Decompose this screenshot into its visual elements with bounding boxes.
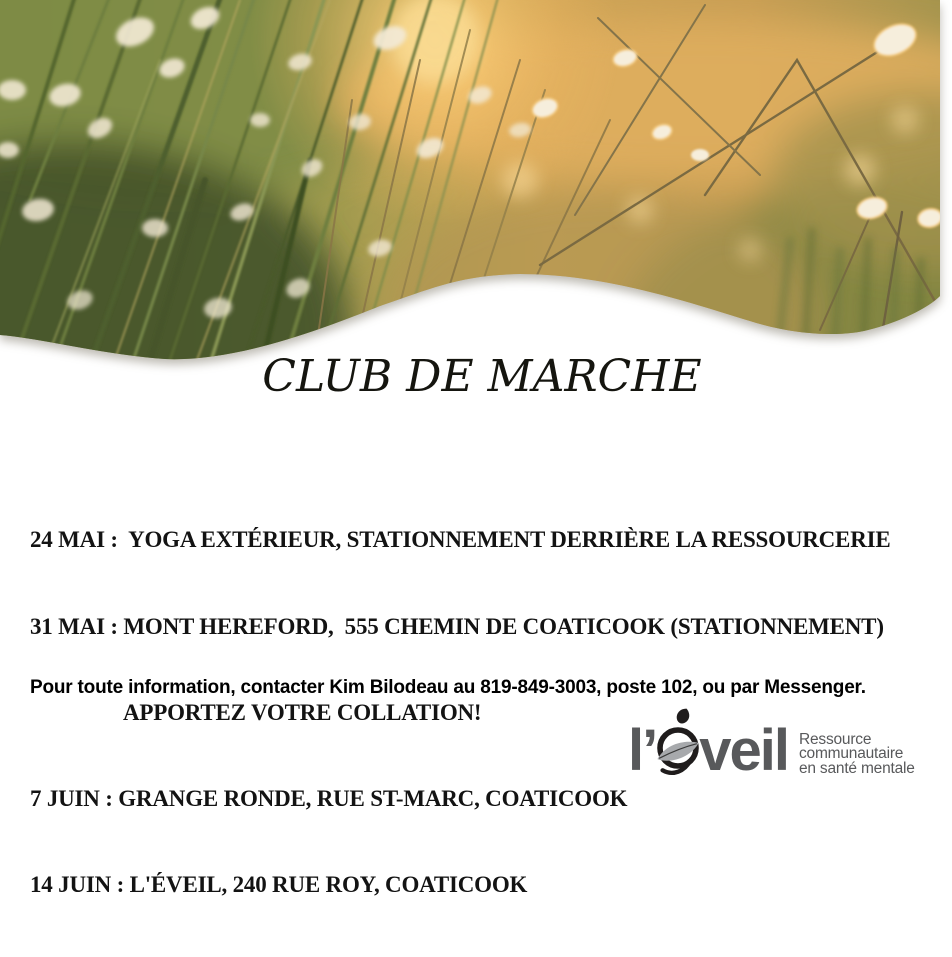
schedule-line: 7 JUIN : GRANGE RONDE, RUE ST-MARC, COATICOOK bbox=[30, 785, 628, 811]
logo-tagline bbox=[798, 730, 915, 777]
tagline-line: communautaire bbox=[798, 745, 904, 762]
eveil-logo bbox=[628, 702, 915, 786]
eveil-leaf-icon bbox=[654, 703, 702, 786]
page-title: CLUB DE MARCHE bbox=[262, 351, 702, 402]
tagline-line: Ressource bbox=[798, 730, 872, 748]
schedule-line: 14 JUIN : L'ÉVEIL, 240 RUE ROY, COATICOOK bbox=[30, 871, 528, 897]
contact-note: Pour toute information, contacter Kim Bilodeau au 819-849-3003, poste 102, ou par Messenger. bbox=[30, 677, 866, 698]
schedule-line: 31 MAI : MONT HEREFORD, 555 CHEMIN DE COATICOOK (STATIONNEMENT) bbox=[30, 613, 884, 639]
schedule-line: APPORTEZ VOTRE COLLATION! bbox=[123, 699, 482, 725]
tagline-line: en santé mentale bbox=[798, 759, 915, 777]
eveil-logo-prefix: l’ bbox=[628, 718, 657, 783]
schedule-line: 24 MAI : YOGA EXTÉRIEUR, STATIONNEMENT DERRIÈRE LA RESSOURCERIE bbox=[30, 527, 891, 553]
eveil-logo-suffix: veil bbox=[699, 718, 788, 783]
